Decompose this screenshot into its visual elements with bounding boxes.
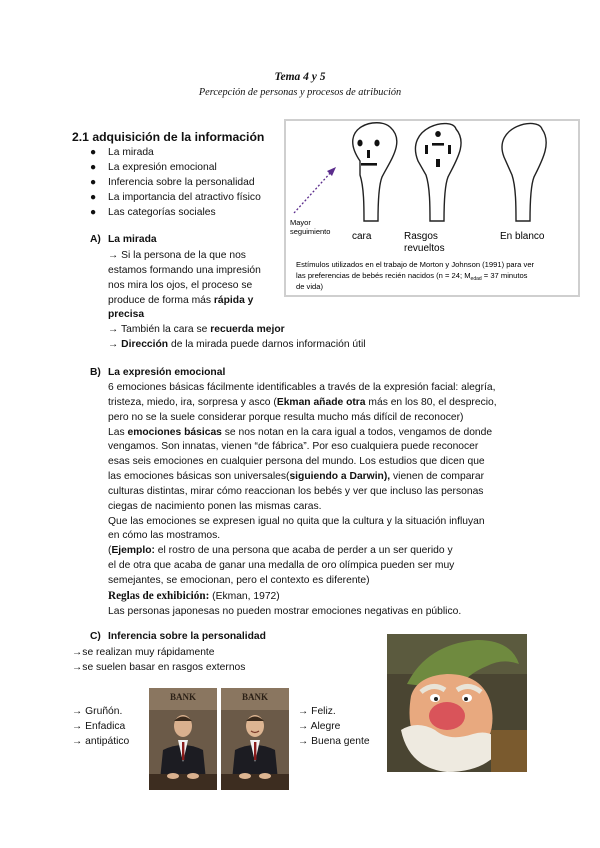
text-line: →se realizan muy rápidamente — [72, 647, 215, 658]
subsection-b-heading — [90, 367, 225, 378]
text-line: Las emociones básicas se nos notan en la cara igual a todos, vengamos de donde — [108, 426, 493, 438]
text-line: esas seis emociones en cualquier persona del mundo. Los estudios que dicen que — [108, 456, 485, 468]
scrambled-feature — [432, 143, 444, 146]
bullet-icon: ● — [90, 206, 97, 218]
scrambled-feature — [448, 145, 451, 154]
subsection-a-heading — [90, 234, 157, 245]
trait-item: → Feliz. — [298, 706, 336, 717]
figure-caption: las preferencias de bebés recién nacidos (n = 24; $M_{edad} = 37$ minutos — [296, 271, 528, 282]
trait-item: → Enfadica — [72, 720, 126, 732]
text-line: estamos formando una impresión — [108, 264, 261, 276]
list-item — [90, 176, 261, 191]
text-line: Las personas japonesas no pueden mostrar emociones negativas en público. — [108, 605, 462, 617]
text-line: Reglas de exhibición: (Ekman, 1972) — [108, 589, 280, 602]
subsection-letter: A) — [90, 234, 101, 245]
subsection-a-body — [108, 249, 298, 323]
text-line: (Ejemplo: el rostro de una persona que acaba de perder a un ser querido y — [108, 545, 453, 557]
text-line: → También la cara se recuerda mejor — [108, 324, 285, 335]
label-revueltos: revueltos — [404, 243, 445, 254]
bullet-icon: ● — [90, 161, 97, 173]
text-line: → Si la persona de la que nos — [108, 250, 246, 261]
eye-right — [374, 140, 379, 147]
list-item-label: La importancia del atractivo físico — [108, 191, 261, 203]
text-line: →se suelen basar en rasgos externos — [72, 661, 246, 673]
list-item-label: Las categorías sociales — [108, 206, 216, 218]
list-item-label: Inferencia sobre la personalidad — [108, 176, 255, 188]
grumpy-dwarf-image — [387, 634, 527, 772]
text-line: 6 emociones básicas fácilmente identificables a través de la expresión facial: alegría, — [108, 382, 496, 393]
bullet-icon: ● — [90, 176, 97, 188]
text-line: en cómo las mostramos. — [108, 530, 221, 542]
text-line: semejantes, se emocionan, pero el contexto es diferente) — [108, 574, 370, 586]
figure-caption: de vida) — [296, 282, 324, 291]
arrow-label: Mayor — [290, 218, 311, 227]
arrow-label: seguimiento — [290, 227, 331, 236]
trait-item: → Buena gente — [298, 735, 370, 747]
bullet-icon: ● — [90, 147, 97, 158]
subsection-a-notes — [108, 323, 568, 353]
trait-item: → antipático — [72, 735, 130, 747]
list-item-label: La mirada — [108, 147, 154, 158]
subsection-c-body — [72, 646, 245, 676]
subsection-title: La expresión emocional — [108, 367, 226, 378]
positive-traits-list — [298, 705, 370, 750]
text-line: Que las emociones se expresen igual no quita que la cultura y la situación influyan — [108, 515, 485, 527]
scrambled-feature — [435, 131, 441, 137]
text-line: culturas distintas, mirar cómo reaccionan los bebés y ver que incluso las personas — [108, 485, 484, 497]
face-stimuli-illustration — [286, 121, 578, 295]
banker-photo-angry — [149, 688, 217, 790]
list-item — [90, 191, 261, 206]
face-stimuli-figure — [284, 119, 580, 297]
scrambled-feature — [425, 145, 428, 154]
text-line: tristeza, miedo, ira, sorpresa y asco (Ekman añade otra más en los 80, el desprecio, — [108, 396, 497, 408]
negative-traits-list — [72, 705, 129, 750]
document-title: Tema 4 y 5 — [274, 71, 326, 83]
text-line: precisa — [108, 309, 145, 321]
document-subtitle: Percepción de personas y procesos de atribución — [198, 87, 402, 98]
trait-item: → Gruñón. — [72, 706, 123, 717]
label-en-blanco: En blanco — [500, 231, 545, 242]
list-item — [90, 161, 261, 176]
label-cara: cara — [352, 231, 372, 242]
arrow-head-icon — [327, 167, 336, 176]
subsection-c-heading — [90, 631, 266, 642]
blank-head-shape — [502, 123, 546, 221]
list-item-label: La expresión emocional — [108, 161, 217, 173]
text-line: las emociones básicas son universales(siguiendo a Darwin), vienen de comparar — [108, 471, 485, 483]
subsection-b-body — [108, 381, 578, 620]
topic-list — [90, 146, 261, 221]
text-line: → Dirección de la mirada puede darnos información útil — [108, 338, 366, 350]
text-line: vengamos. Son innatas, vienen “de fábrica”. Por eso cualquiera puede reconocer — [108, 441, 479, 453]
label-rasgos: Rasgos — [404, 231, 438, 242]
subsection-title: Inferencia sobre la personalidad — [108, 631, 266, 642]
text-line: pero no se la suele considerar porque resulta mucho más difícil de reconocer) — [108, 411, 464, 423]
text-line: ciegas de nacimiento ponen las mismas caras. — [108, 500, 322, 512]
scrambled-head-shape — [415, 124, 461, 221]
bullet-icon: ● — [90, 191, 97, 203]
trait-item: → Alegre — [298, 720, 341, 732]
subsection-letter: B) — [90, 367, 101, 378]
list-item — [90, 206, 261, 221]
nose — [367, 150, 370, 158]
text-line: produce de forma más rápida y — [108, 294, 254, 306]
scrambled-feature — [436, 159, 440, 167]
section-heading: 2.1 adquisición de la información — [72, 130, 265, 144]
bank-sign-label: BANK — [241, 692, 269, 702]
subsection-title: La mirada — [108, 234, 157, 245]
banker-photo-happy — [221, 688, 289, 790]
face-head-shape — [353, 123, 397, 221]
arrow-line — [294, 171, 332, 213]
text-line: nos mira los ojos, el proceso se — [108, 279, 253, 291]
subsection-letter: C) — [90, 631, 101, 642]
bank-sign-label: BANK — [169, 692, 197, 702]
figure-caption: Estímulos utilizados en el trabajo de Morton y Johnson (1991) para ver — [296, 260, 535, 269]
mouth — [361, 163, 377, 166]
text-line: el de otra que acaba de ganar una medalla de oro olímpica pueden ser muy — [108, 560, 455, 572]
eye-left — [357, 140, 362, 147]
list-item — [90, 146, 261, 161]
